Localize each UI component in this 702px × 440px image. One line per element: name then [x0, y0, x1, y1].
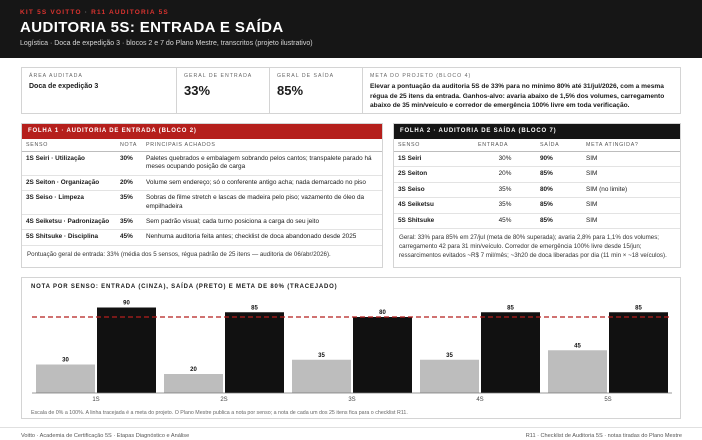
kicker-brand: KIT 5S VOITTO [20, 9, 82, 16]
bar-saida-5S [609, 312, 668, 393]
folha2-senso: 1S Seiri [394, 152, 474, 167]
kpi-saida [270, 68, 363, 113]
folha1-senso: 3S Seiso · Limpeza [22, 191, 116, 215]
folha2-note: Geral: 33% para 85% em 27/jul (meta de 80% superada); avaria 2,8% para 1,1% dos volumes; carregamento 42 para 31 min/veículo. Corredor de emergência 100% livre desde 15/jun; ressarcimentos evitados ~R$ 7 mil/mês; ~3h20 de doca liberadas por dia (11 min × ~18 veículos). [399, 234, 667, 260]
bar-entrada-4S [420, 360, 479, 393]
folha2-senso: 3S Seiso [394, 182, 474, 197]
kpi-entrada [177, 68, 270, 113]
folha1-col-nota: NOTA [116, 139, 142, 152]
kpi-area-value: Doca de expedição 3 [29, 83, 99, 90]
folha1-senso: 2S Seiton · Organização [22, 175, 116, 190]
bar-chart [22, 296, 680, 408]
bar-entrada-1S [36, 365, 95, 394]
bar-saida-2S [225, 312, 284, 393]
data-label-entrada-3S: 35 [318, 352, 325, 359]
folha1-nota: 20% [116, 175, 142, 190]
kpi-meta-label: META DO PROJETO (BLOCO 4) [370, 73, 472, 79]
x-tick-label-2S: 2S [220, 397, 228, 403]
kpi-area-label: ÁREA AUDITADA [29, 73, 83, 79]
header-bar [0, 0, 702, 58]
folha1-achado: Sobras de filme stretch e lascas de madeira pelo piso; vazamento de óleo da empilhadeira [142, 191, 382, 215]
folha1-nota: 30% [116, 152, 142, 176]
kpi-saida-value: 85% [277, 83, 304, 98]
folha2-header-row [394, 139, 680, 152]
folha2-saida: 85% [536, 213, 582, 228]
folha1-table [22, 139, 382, 246]
bar-saida-3S [353, 317, 412, 393]
folha1-panel [21, 123, 383, 268]
data-label-saida-3S: 80 [379, 310, 386, 316]
folha2-meta: SIM [582, 213, 680, 228]
data-label-saida-2S: 85 [251, 305, 258, 312]
table-row [22, 215, 382, 230]
table-row [22, 230, 382, 245]
kpi-meta [363, 68, 680, 113]
table-row [394, 182, 680, 197]
data-label-entrada-1S: 30 [62, 357, 69, 364]
kpi-meta-text: Elevar a pontuação da auditoria 5S de 33% para no mínimo 80% até 31/jul/2026, com a mesma régua de 25 itens da entrada. Ganhos-alvo: avaria abaixo de 1,5% dos volumes, carregamento abaixo de 35 min/veículo e corredor de emergência 100% livre em toda verificação. [370, 83, 665, 109]
footer-right: R11 · Checklist de Auditoria 5S · notas tiradas do Plano Mestre [525, 433, 682, 439]
kicker [20, 9, 169, 16]
folha2-entrada: 30% [474, 152, 536, 167]
table-row [394, 167, 680, 182]
bar-entrada-2S [164, 374, 223, 393]
folha2-entrada: 35% [474, 182, 536, 197]
folha1-senso: 4S Seiketsu · Padronização [22, 215, 116, 230]
folha1-nota: 35% [116, 191, 142, 215]
kpi-saida-label: GERAL DE SAÍDA [277, 73, 335, 79]
folha2-meta: SIM [582, 152, 680, 167]
folha2-saida: 85% [536, 167, 582, 182]
bar-saida-4S [481, 312, 540, 393]
data-label-entrada-2S: 20 [190, 367, 197, 373]
folha2-saida: 80% [536, 182, 582, 197]
x-tick-label-3S: 3S [348, 397, 356, 403]
folha2-entrada: 45% [474, 213, 536, 228]
kpi-entrada-label: GERAL DE ENTRADA [184, 73, 253, 79]
kpi-area [22, 68, 177, 113]
folha1-senso: 1S Seiri · Utilização [22, 152, 116, 176]
page-title: AUDITORIA 5S: ENTRADA E SAÍDA [20, 19, 284, 36]
folha2-saida: 85% [536, 198, 582, 213]
bar-entrada-3S [292, 360, 351, 393]
kpi-entrada-value: 33% [184, 83, 211, 98]
chart-title: NOTA POR SENSO: ENTRADA (CINZA), SAÍDA (PRETO) E META DE 80% (TRACEJADO) [31, 284, 338, 290]
bar-saida-1S [97, 308, 156, 394]
folha1-achado: Nenhuma auditoria feita antes; checklist de doca abandonado desde 2025 [142, 230, 382, 245]
table-row [22, 152, 382, 176]
folha1-achado: Volume sem endereço; só o conferente antigo acha; nada demarcado no piso [142, 175, 382, 190]
folha1-achado: Paletes quebrados e embalagem sobrando pelos cantos; transpalete parado há meses ocupando posição de carga [142, 152, 382, 176]
folha1-title: FOLHA 1 · AUDITORIA DE ENTRADA (BLOCO 2) [22, 124, 382, 139]
chart-footnote: Escala de 0% a 100%. A linha tracejada é a meta do projeto. O Plano Mestre publica a nota por senso; a nota de cada um dos 25 itens fica para o checklist R11. [31, 410, 408, 416]
table-row [394, 198, 680, 213]
folha1-nota: 45% [116, 230, 142, 245]
folha2-meta: SIM [582, 198, 680, 213]
x-tick-label-5S: 5S [604, 397, 612, 403]
table-row [394, 213, 680, 228]
kicker-separator: · [84, 9, 89, 16]
footer-left: Voitto · Academia de Certificação 5S · Etapas Diagnóstico e Análise [21, 433, 190, 439]
table-row [22, 175, 382, 190]
folha2-senso: 5S Shitsuke [394, 213, 474, 228]
table-row [22, 191, 382, 215]
data-label-saida-4S: 85 [507, 305, 514, 312]
folha1-header-row [22, 139, 382, 152]
folha2-meta: SIM [582, 167, 680, 182]
folha2-senso: 4S Seiketsu [394, 198, 474, 213]
chart-panel [21, 277, 681, 419]
kpi-strip [21, 67, 681, 114]
data-label-entrada-5S: 45 [574, 343, 581, 350]
bar-entrada-5S [548, 350, 607, 393]
folha2-col-entrada: ENTRADA [474, 139, 536, 152]
kicker-doc: R11 AUDITORIA 5S [91, 9, 169, 16]
folha2-col-saida: SAÍDA [536, 139, 582, 152]
folha2-col-senso: SENSO [394, 139, 474, 152]
folha2-col-meta: META ATINGIDA? [582, 139, 680, 152]
folha2-title: FOLHA 2 · AUDITORIA DE SAÍDA (BLOCO 7) [394, 124, 680, 139]
folha1-col-senso: SENSO [22, 139, 116, 152]
x-tick-label-1S: 1S [92, 397, 100, 403]
folha1-achado: Sem padrão visual; cada turno posiciona a carga do seu jeito [142, 215, 382, 230]
data-label-saida-1S: 90 [123, 300, 130, 307]
data-label-saida-5S: 85 [635, 305, 642, 312]
table-row [394, 152, 680, 167]
folha2-entrada: 35% [474, 198, 536, 213]
folha2-table [394, 139, 680, 229]
folha2-saida: 90% [536, 152, 582, 167]
footer-divider [0, 427, 702, 428]
folha1-senso: 5S Shitsuke · Disciplina [22, 230, 116, 245]
folha1-col-achados: PRINCIPAIS ACHADOS [142, 139, 382, 152]
data-label-entrada-4S: 35 [446, 352, 453, 359]
x-tick-label-4S: 4S [476, 397, 484, 403]
folha2-meta: SIM (no limite) [582, 182, 680, 197]
folha2-entrada: 20% [474, 167, 536, 182]
folha2-senso: 2S Seiton [394, 167, 474, 182]
folha2-panel [393, 123, 681, 268]
page-subtitle: Logística · Doca de expedição 3 · blocos 2 e 7 do Plano Mestre, transcritos (projeto ilustrativo) [20, 40, 313, 47]
folha1-note: Pontuação geral de entrada: 33% (média dos 5 sensos, régua padrão de 25 itens — auditoria de 06/abr/2026). [27, 250, 331, 258]
folha1-nota: 35% [116, 215, 142, 230]
